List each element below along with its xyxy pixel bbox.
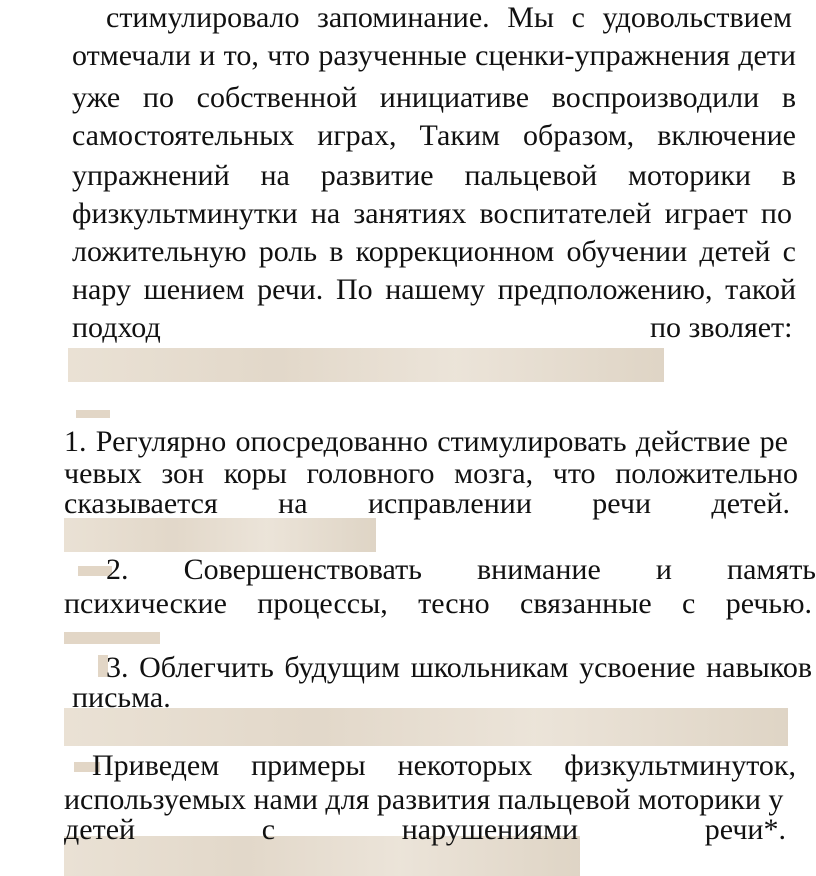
text-line: сказывается на исправлении речи детей. [64,487,790,520]
scan-strip [64,708,788,746]
scan-speck [64,632,160,644]
scan-strip [68,348,664,382]
text-line: 1. Регулярно опосредованно стимулировать действие ре [64,425,788,458]
text-line: Приведем примеры некоторых физкультминуток, [92,749,796,782]
text-line: детей с нарушениями речи*. [64,813,786,846]
text-line: ложительную роль в коррекционном обучении детей с [72,235,796,268]
text-line: по зволяет: [650,311,793,344]
scan-strip [64,518,376,552]
text-line: используемых нами для развития пальцевой моторики у [64,783,784,816]
scan-speck [76,410,110,418]
text-line: чевых зон коры головного мозга, что положительно [64,457,798,490]
text-line: физкультминутки на занятиях воспитателей играет по [72,197,792,230]
text-line: 2. Совершенствовать внимание и память [106,553,816,586]
text-line: самостоятельных играх, Таким образом, включение [72,119,796,152]
text-line: письма. [72,681,171,714]
text-line: подход [72,311,161,344]
text-line: 3. Облегчить будущим школьникам усвоение навыков [106,651,812,684]
text-line: упражнений на развитие пальцевой моторики в [72,159,796,192]
text-line: психические процессы, тесно связанные с речью. [64,587,812,620]
text-line: отмечали и то, что разученные сценки-упражнения дети [72,39,796,72]
text-line: уже по собственной инициативе воспроизводили в [72,81,796,114]
text-line: нару шением речи. По нашему предположению, такой [72,273,796,306]
text-line: стимулировало запоминание. Мы с удовольствием [106,1,792,34]
